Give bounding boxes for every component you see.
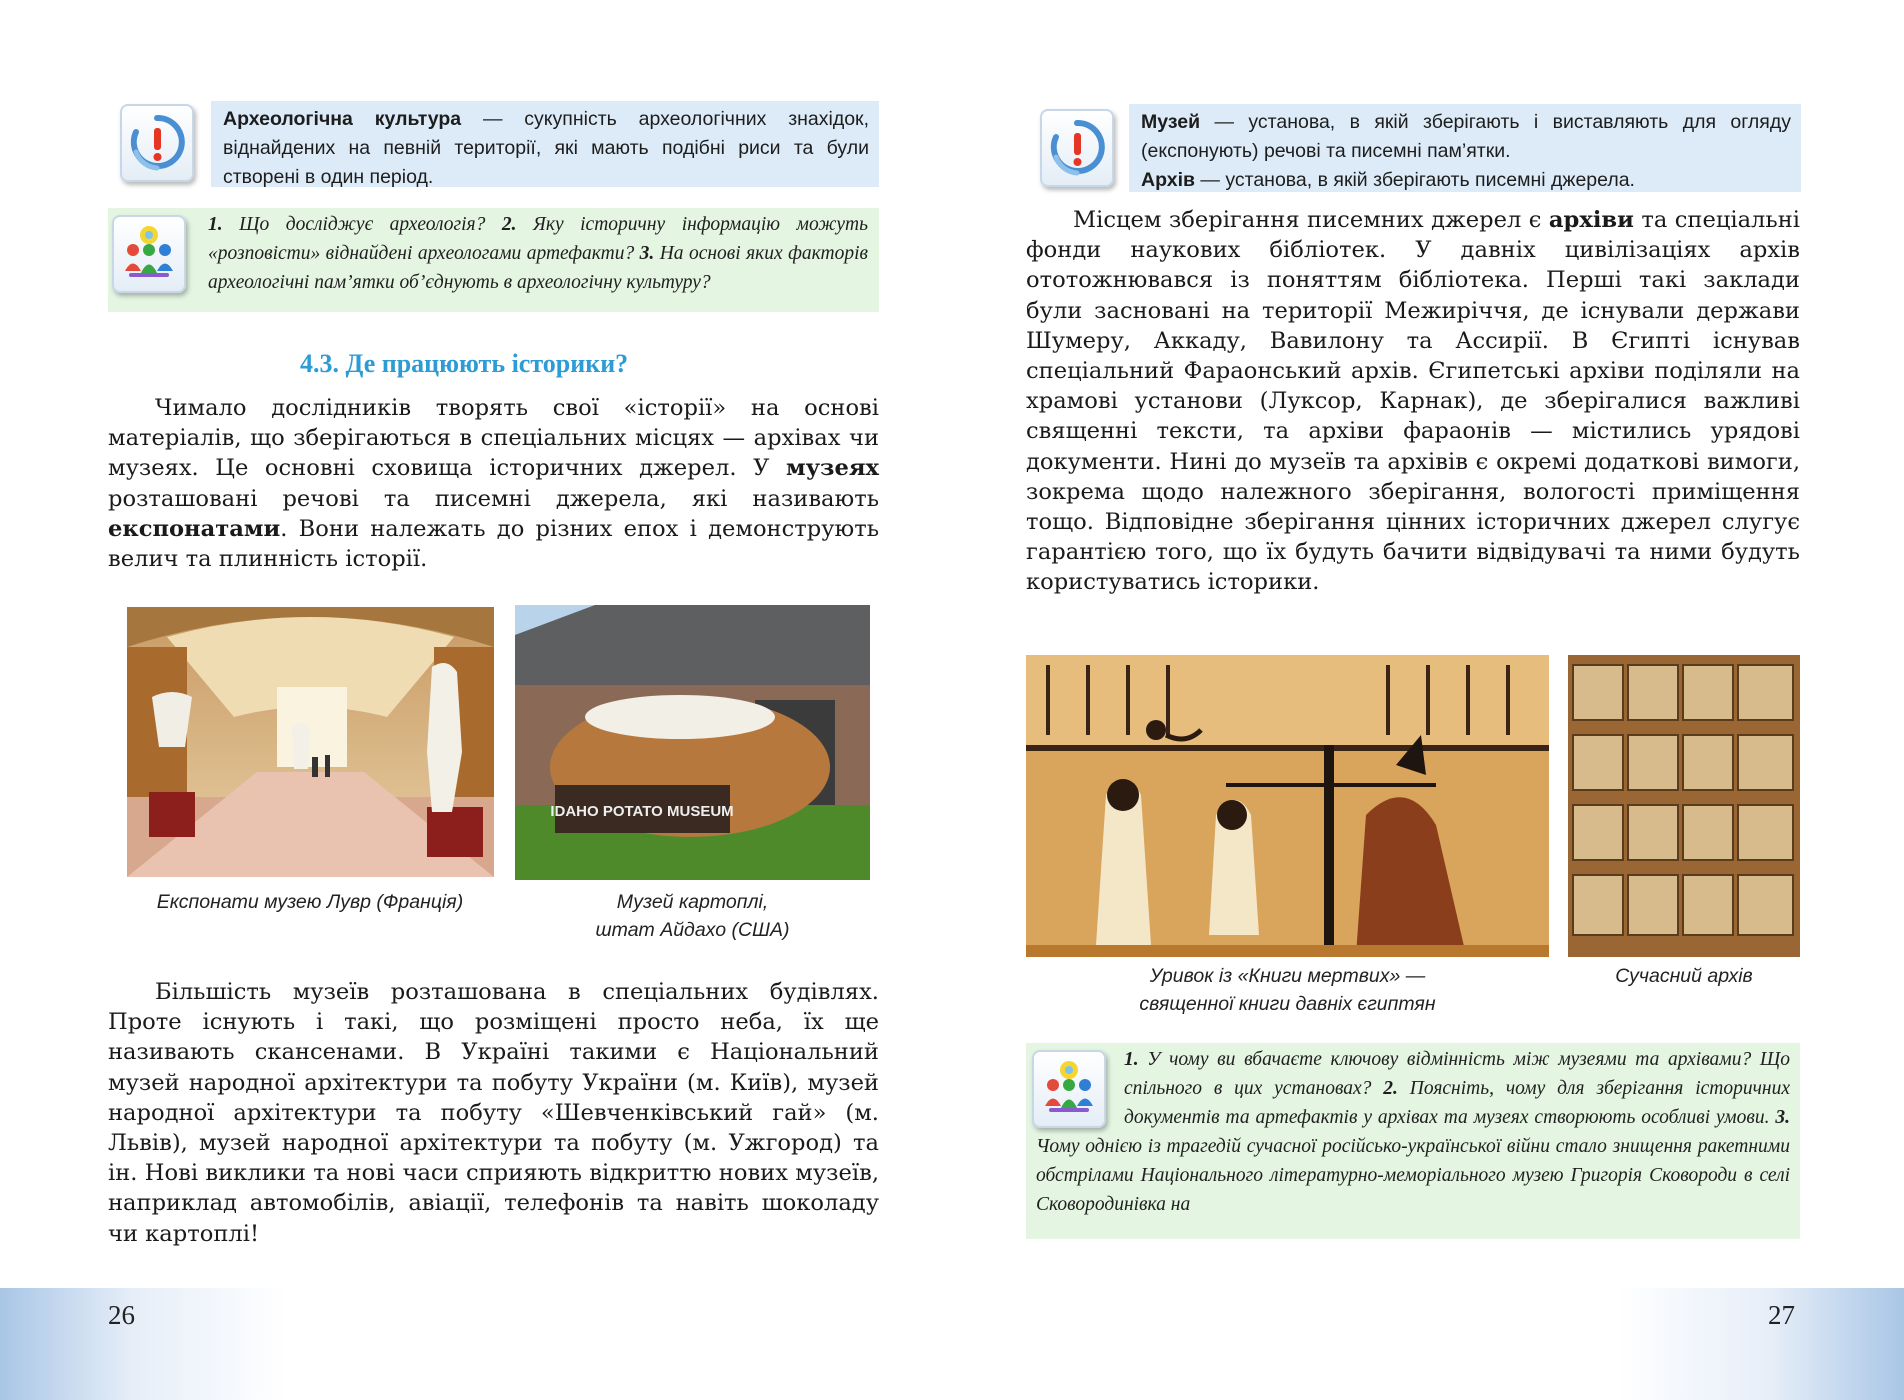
- modern-archive-caption: Сучасний архів: [1615, 965, 1753, 987]
- question-2: Поясніть, чому для зберігання історичних документів та артефактів у архівах та музеях створюють особливі умови.: [1124, 1078, 1790, 1128]
- modern-archive-photo: [1568, 655, 1800, 957]
- definition-term-museum: Музей: [1141, 111, 1201, 133]
- section-heading: 4.3. Де працюють історики?: [300, 349, 629, 378]
- potato-museum-photo: [515, 605, 870, 880]
- page-number: 26: [108, 1300, 135, 1330]
- page-number: 27: [1768, 1300, 1795, 1330]
- questions-text: [1036, 1045, 1790, 1219]
- definition-term-archive: Архів: [1141, 169, 1195, 191]
- potato-museum-caption: Музей картоплі, штат Айдахо (США): [595, 891, 790, 941]
- exclamation-icon: [120, 104, 194, 182]
- book-of-dead-caption: Уривок із «Книги мертвих» — священної книги давніх єгиптян: [1139, 965, 1436, 1015]
- potato-museum-sign: IDAHO POTATO MUSEUM: [550, 803, 734, 820]
- question-3: Чому однією із трагедій сучасної російсько-української війни стало знищення ракетними обстрілами Національного літературно-меморіального музею Григорія Сковороди в селі Сковородинівка на: [1036, 1136, 1790, 1215]
- exclamation-icon: [1040, 109, 1114, 187]
- group-discussion-icon: [112, 215, 186, 293]
- definition-text: — сукупність археологічних знахідок, віднайдених на певній території, які мають подібні риси та були створені в один період.: [223, 108, 870, 188]
- paragraph-open-air-museums: Більшість музеїв розташована в спеціальних будівлях. Проте існують і такі, що розміщені просто неба, їх ще називають скансенами. В Україні такими є Національний музей народної архітектури та побуту України (м. Київ), музей народної архітектури та побуту «Шевченківський гай» (м. Львів), музей народної архітектури та побуту (м. Ужгород) та ін. Нові виклики та нові часи сприяють відкриттю нових музеїв, наприклад автомобілів, авіації, телефонів та навіть шоколаду чи картоплі!: [108, 979, 879, 1247]
- questions-text: [208, 210, 868, 297]
- question-1: У чому ви вбачаєте ключову відмінність між музеями та архівами? Що спільного в цих установах?: [1124, 1049, 1790, 1099]
- definition-box: [1129, 104, 1801, 192]
- louvre-caption: Експонати музею Лувр (Франція): [156, 891, 464, 913]
- question-2: Яку історичну інформацію можуть «розповісти» віднайдені археологами артефакти?: [208, 214, 868, 264]
- question-3: На основі яких факторів археологічні пам’ятки об’єднують в археологічну культуру?: [208, 243, 868, 293]
- page-right: [952, 0, 1904, 1400]
- footer-band: [0, 1288, 952, 1400]
- footer-band: [952, 1288, 1904, 1400]
- definition-text-archive: — установа, в якій зберігають писемні джерела.: [1195, 169, 1635, 191]
- question-number: 2.: [1383, 1078, 1398, 1099]
- paragraph-archives: Місцем зберігання писемних джерел є архіви та спеціальні фонди наукових бібліотек. У давніх цивілізаціях архів ототожнювався із поняттям бібліотека. Перші такі заклади були засновані на території Межиріччя, де існували держави Шумеру, Аккаду, Вавилону та Ассирії. В Єгипті існував спеціальний Фараонський архів. Єгипетські архіви поділяли на храмові установи (Луксор, Карнак), де зберігалися важливі священні тексти, та архіви фараонів — містились урядові документи. Нині до музеїв та архівів є окремі додаткові вимоги, зокрема щодо належного зберігання, вологості приміщення тощо. Відповідне зберігання цінних історичних джерел слугує гарантією того, що їх будуть бачити відвідувачі та ними будуть користуватись історики.: [1026, 207, 1801, 596]
- louvre-photo: [127, 607, 494, 877]
- question-number: 1.: [208, 214, 223, 235]
- question-number: 3.: [1775, 1107, 1790, 1128]
- definition-text-museum: — установа, в якій зберігають і виставляють для огляду (експонують) речові та писемні пам’ятки.: [1141, 111, 1791, 162]
- question-1: Що досліджує археологія?: [222, 214, 502, 235]
- definition-box: [211, 101, 879, 187]
- book-of-dead-photo: [1026, 655, 1549, 957]
- question-number: 2.: [501, 214, 517, 235]
- paragraph-museums: Чимало дослідників творять свої «історії» на основі матеріалів, що зберігаються в спеціальних місцях — архівах чи музеях. Це основні сховища історичних джерел. У музеях розташовані речові та писемні джерела, які називають експонатами. Вони належать до різних епох і демонструють велич та плинність історії.: [108, 395, 879, 573]
- question-number: 1.: [1124, 1049, 1139, 1070]
- definition-term: Археологічна культура: [223, 108, 462, 130]
- question-number: 3.: [639, 243, 655, 264]
